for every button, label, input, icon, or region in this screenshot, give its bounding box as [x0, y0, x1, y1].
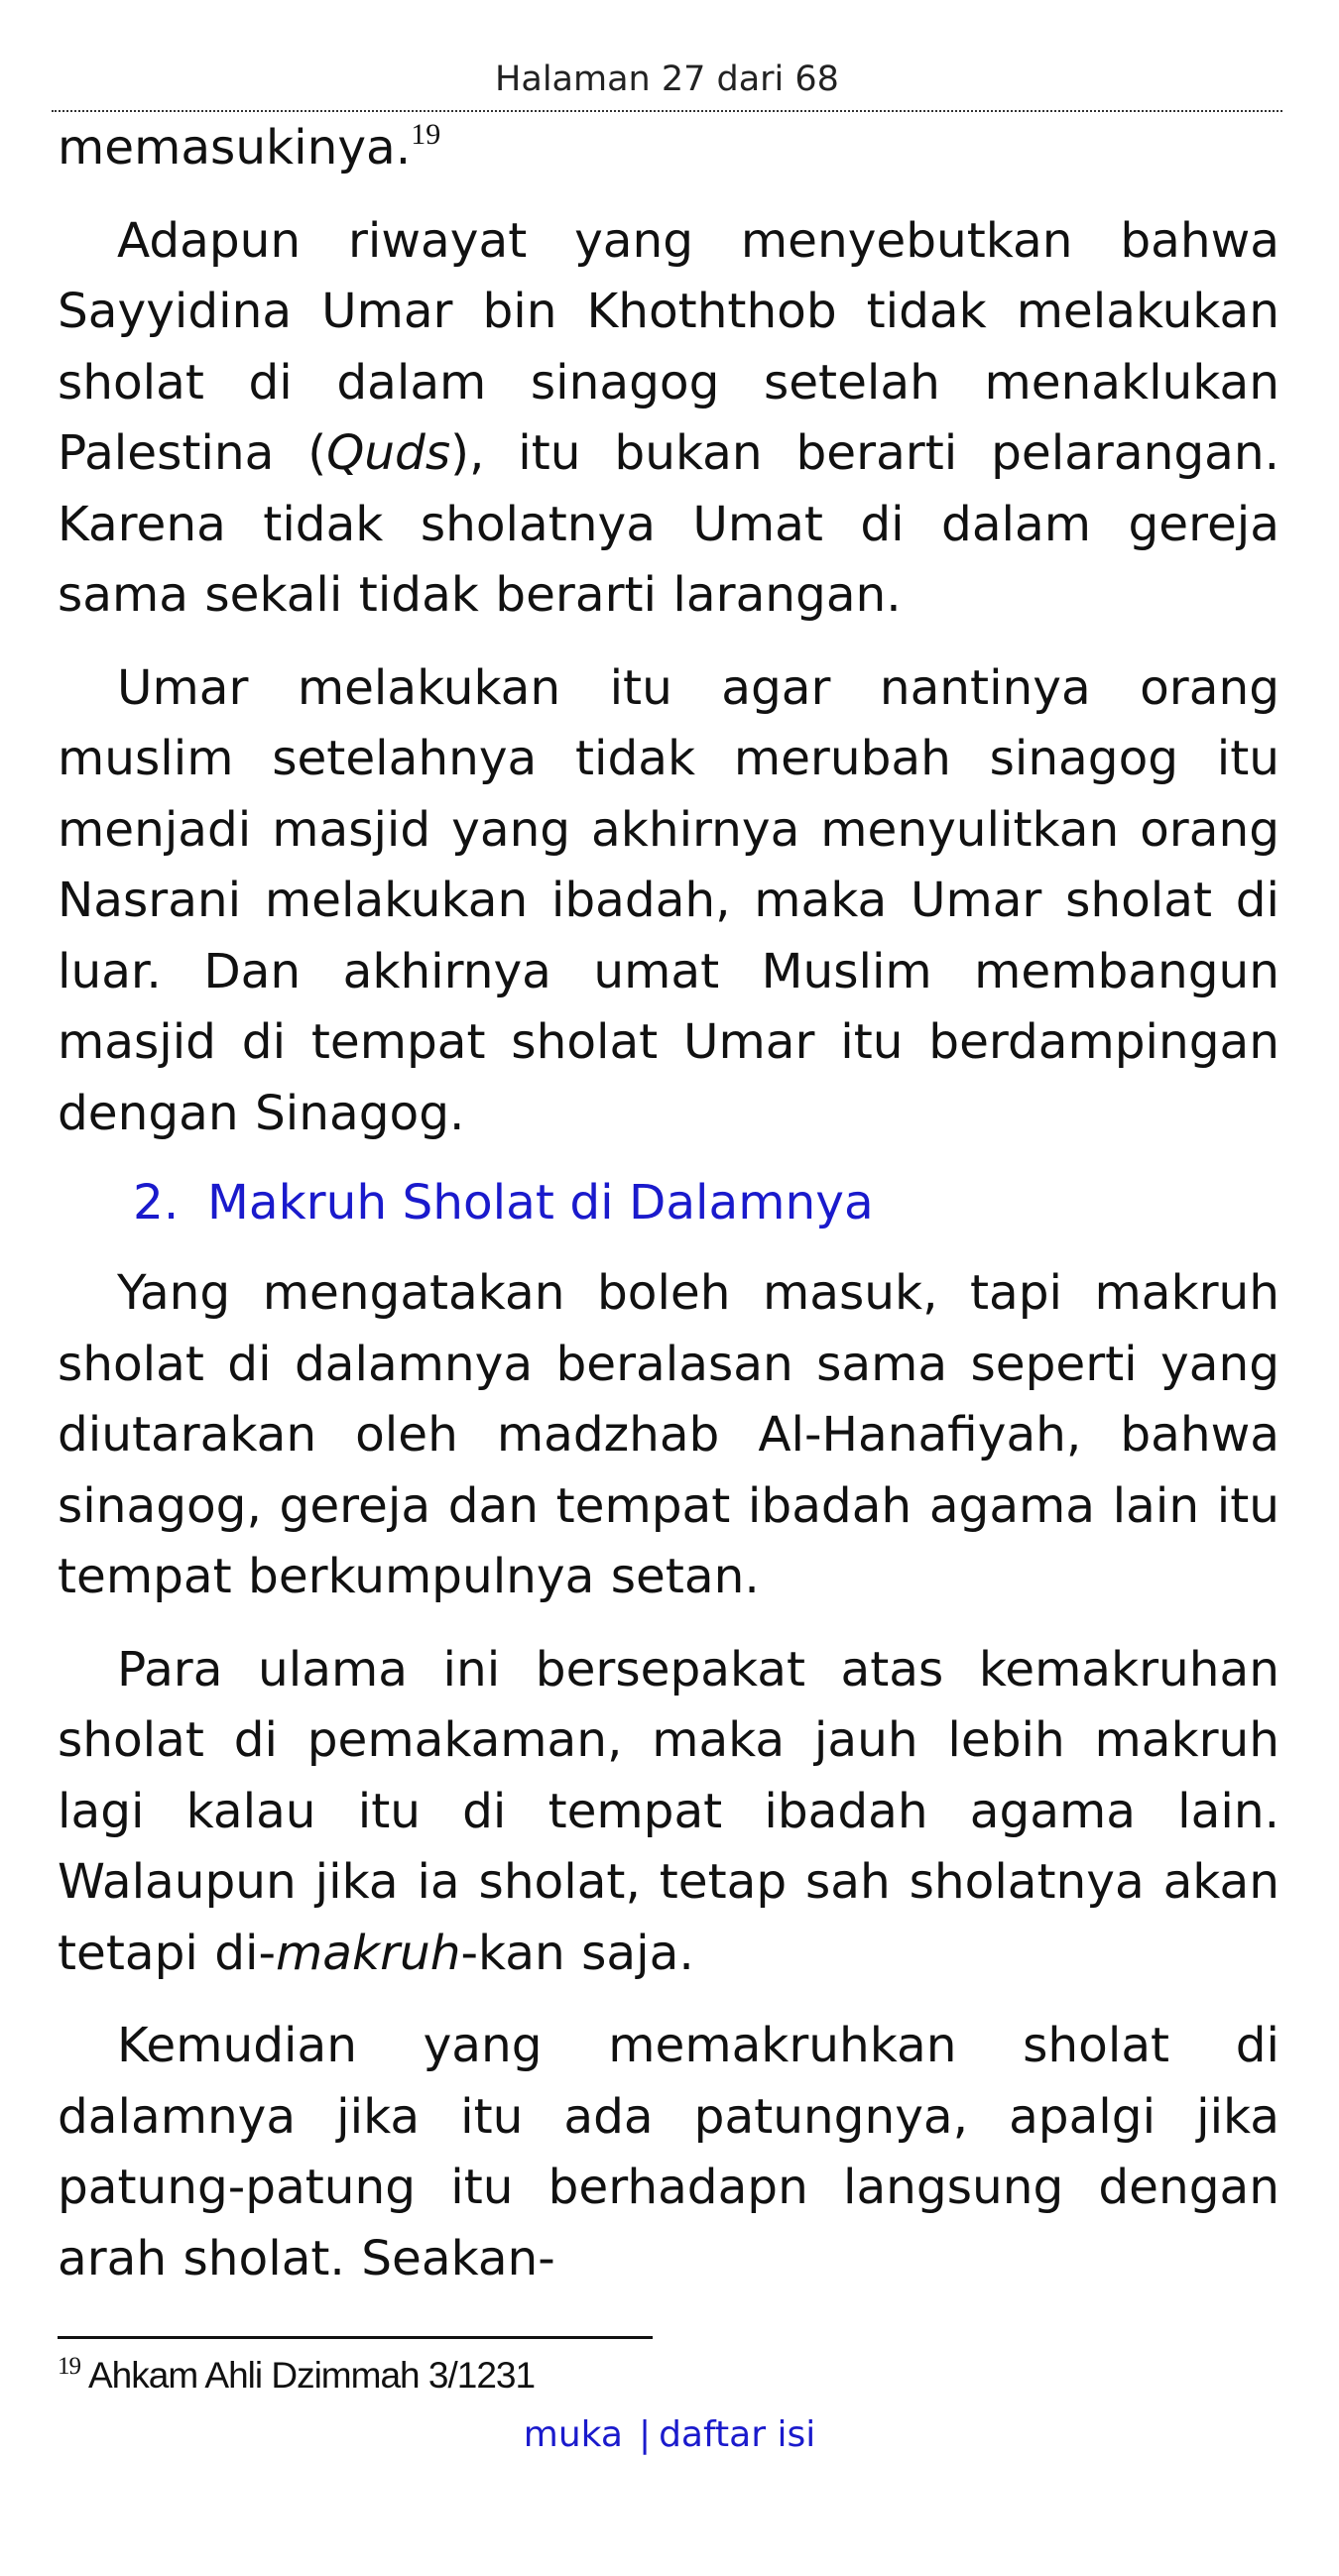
paragraph-patung: Kemudian yang memakruhkan sholat di dalamnya jika itu ada patungnya, apalgi jika patung-patung itu berhadapn langsung dengan arah sholat. Seakan-: [58, 2018, 1279, 2286]
header-divider: [52, 110, 1282, 112]
paragraph-continuation: [58, 113, 1279, 184]
page-navigation: [0, 2411, 1339, 2459]
footnote-divider: [58, 2336, 653, 2339]
nav-separator: |: [638, 2414, 652, 2455]
paragraph-text: memasukinya.: [58, 120, 412, 176]
paragraph-text: ), itu bukan berarti pelarangan. Karena tidak sholatnya Umat di dalam gereja sama sekali tidak berarti larangan.: [58, 425, 1279, 623]
footnote: [58, 2352, 535, 2400]
table-of-contents-link[interactable]: daftar isi: [659, 2414, 816, 2455]
section-title: Makruh Sholat di Dalamnya: [207, 1175, 874, 1230]
emphasis-text: Quds: [326, 425, 451, 481]
paragraph-text: -kan saja.: [460, 1925, 694, 1981]
section-number: 2.: [133, 1175, 180, 1230]
home-link[interactable]: muka: [523, 2414, 623, 2455]
paragraph-riwayat: [58, 206, 1279, 632]
footnote-reference[interactable]: 19: [411, 118, 441, 151]
section-heading: [58, 1167, 1279, 1238]
paragraph-makruh: Yang mengatakan boleh masuk, tapi makruh sholat di dalamnya beralasan sama seperti yang diutarakan oleh madzhab Al-Hanafiyah, bahwa sinagog, gereja dan tempat ibadah agama lain itu tempat berkumpulnya setan.: [58, 1265, 1279, 1604]
emphasis-text: makruh: [276, 1925, 461, 1981]
paragraph-text: Adapun riwayat yang menyebutkan bahwa Sayyidina Umar bin Khoththob tidak melakukan sholat di dalam sinagog setelah menaklukan Palestina (: [58, 212, 1279, 481]
paragraph-umar: Umar melakukan itu agar nantinya orang muslim setelahnya tidak merubah sinagog itu menjadi masjid yang akhirnya menyulitkan orang Nasrani melakukan ibadah, maka Umar sholat di luar. Dan akhirnya umat Muslim membangun masjid di tempat sholat Umar itu berdampingan dengan Sinagog.: [58, 659, 1279, 1141]
footnote-number: 19: [58, 2353, 80, 2380]
page-header: Halaman 27 dari 68: [495, 59, 839, 99]
paragraph-ulama: [58, 1635, 1279, 1990]
paragraph-text: Para ulama ini bersepakat atas kemakruhan sholat di pemakaman, maka jauh lebih makruh lagi kalau itu di tempat ibadah agama lain. Walaupun jika ia sholat, tetap sah sholatnya akan tetapi di-: [58, 1641, 1279, 1981]
page-body: [58, 113, 1279, 2294]
footnote-text: Ahkam Ahli Dzimmah 3/1231: [88, 2355, 536, 2396]
